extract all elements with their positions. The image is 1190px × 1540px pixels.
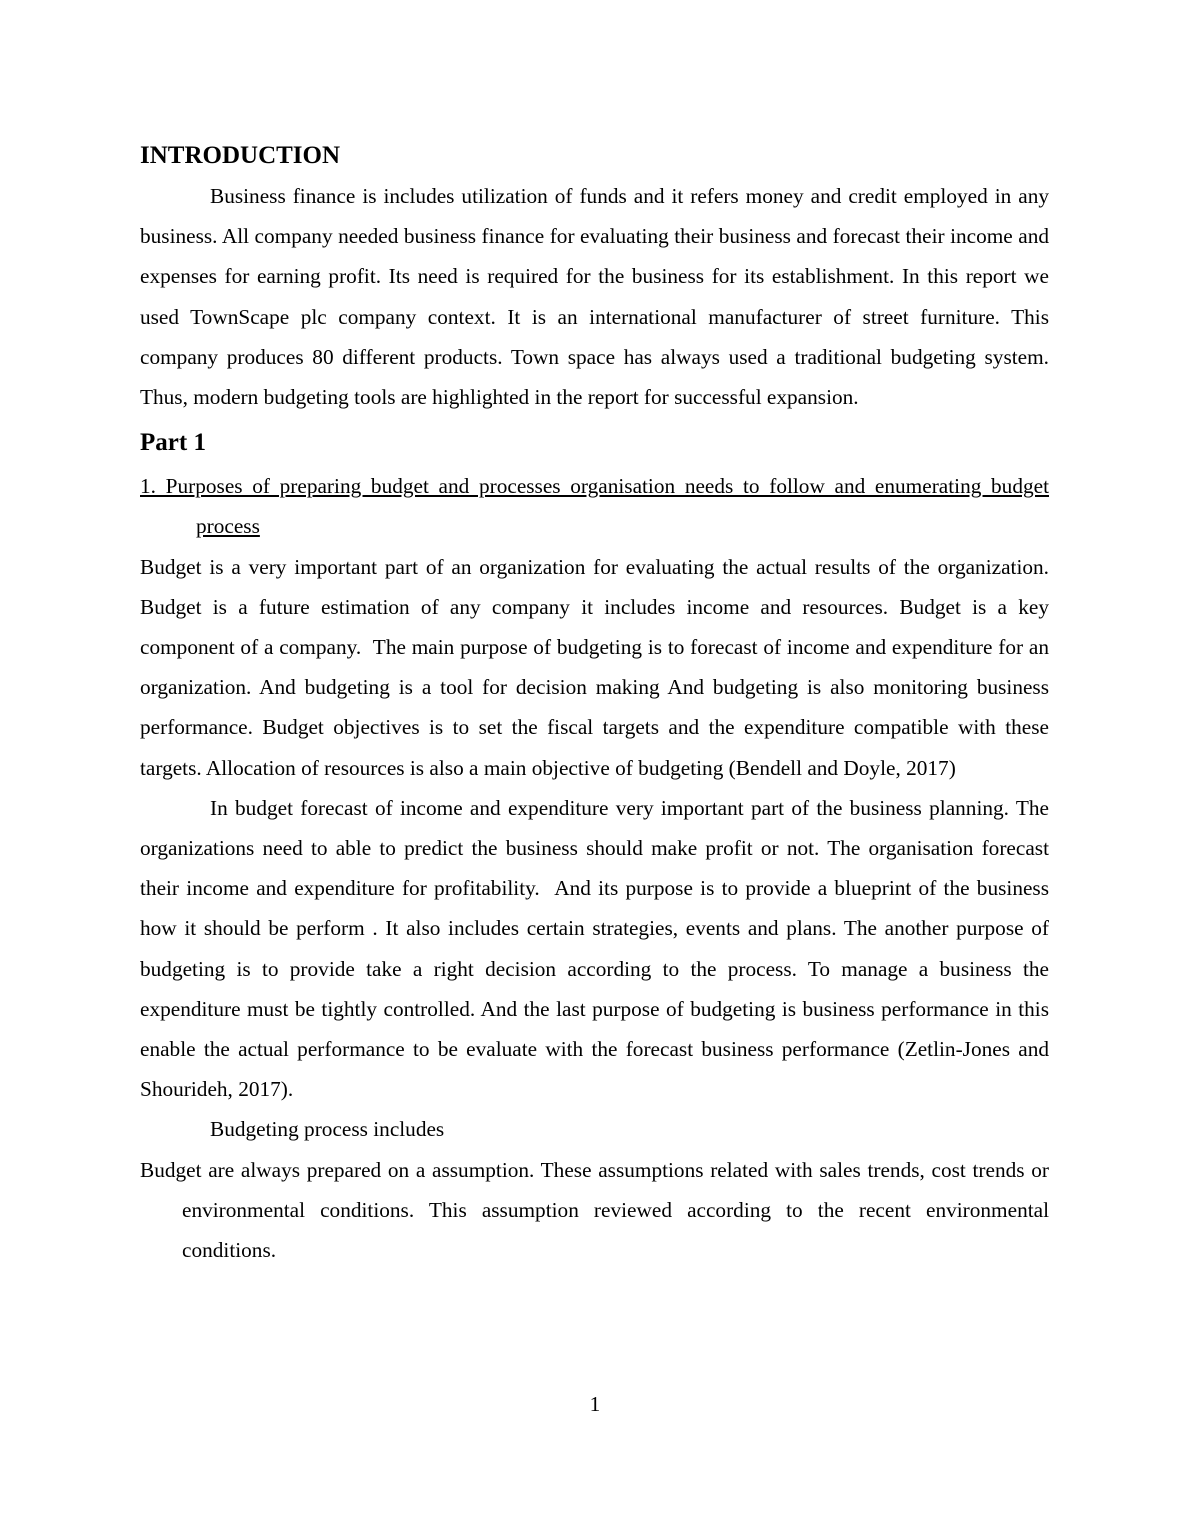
page-number: 1 [589, 1392, 601, 1416]
heading-part-1: Part 1 [140, 429, 206, 457]
paragraph-assumption: Budget are always prepared on a assumption. These assumptions related with sales trends, cost trends or environmental conditions. This assumption reviewed according to the recent environmental conditions. [140, 1157, 1049, 1263]
paragraph-budget-importance: Budget is a very important part of an organization for evaluating the actual results of the organization. Budget is a future estimation of any company it includes income and resources. Budget is a key component of a company. The main purpose of budgeting is to forecast of income and expenditure for an organization. And budgeting is a tool for decision making And budgeting is also monitoring business performance. Budget objectives is to set the fiscal targets and the expenditure compatible with these targets. Allocation of resources is also a main objective of budgeting (Bendell and Doyle, 2017) [140, 554, 1049, 780]
paragraph-forecast: In budget forecast of income and expenditure very important part of the business planning. The organizations need to able to predict the business should make profit or not. The organisation forecast their income and expenditure for profitability. And its purpose is to provide a blueprint of the business how it should be perform . It also includes certain strategies, events and plans. The another purpose of budgeting is to provide take a right decision according to the process. To manage a business the expenditure must be tightly controlled. And the last purpose of budgeting is business performance in this enable the actual performance to be evaluate with the forecast business performance (Zetlin-Jones and Shourideh, 2017). [140, 795, 1049, 1102]
page-content [140, 138, 1049, 1270]
paragraph-process-intro: Budgeting process includes [210, 1117, 445, 1142]
subheading-purposes-of-budget: 1. Purposes of preparing budget and processes organisation needs to follow and enumerating budget process [140, 474, 1049, 539]
heading-introduction: INTRODUCTION [140, 142, 341, 169]
intro-paragraph: Business finance is includes utilization of funds and it refers money and credit employed in any business. All company needed business finance for evaluating their business and forecast their income and expenses for earning profit. Its need is required for the business for its establishment. In this report we used TownScape plc company context. It is an international manufacturer of street furniture. This company produces 80 different products. Town space has always used a traditional budgeting system. Thus, modern budgeting tools are highlighted in the report for successful expansion. [140, 184, 1049, 410]
